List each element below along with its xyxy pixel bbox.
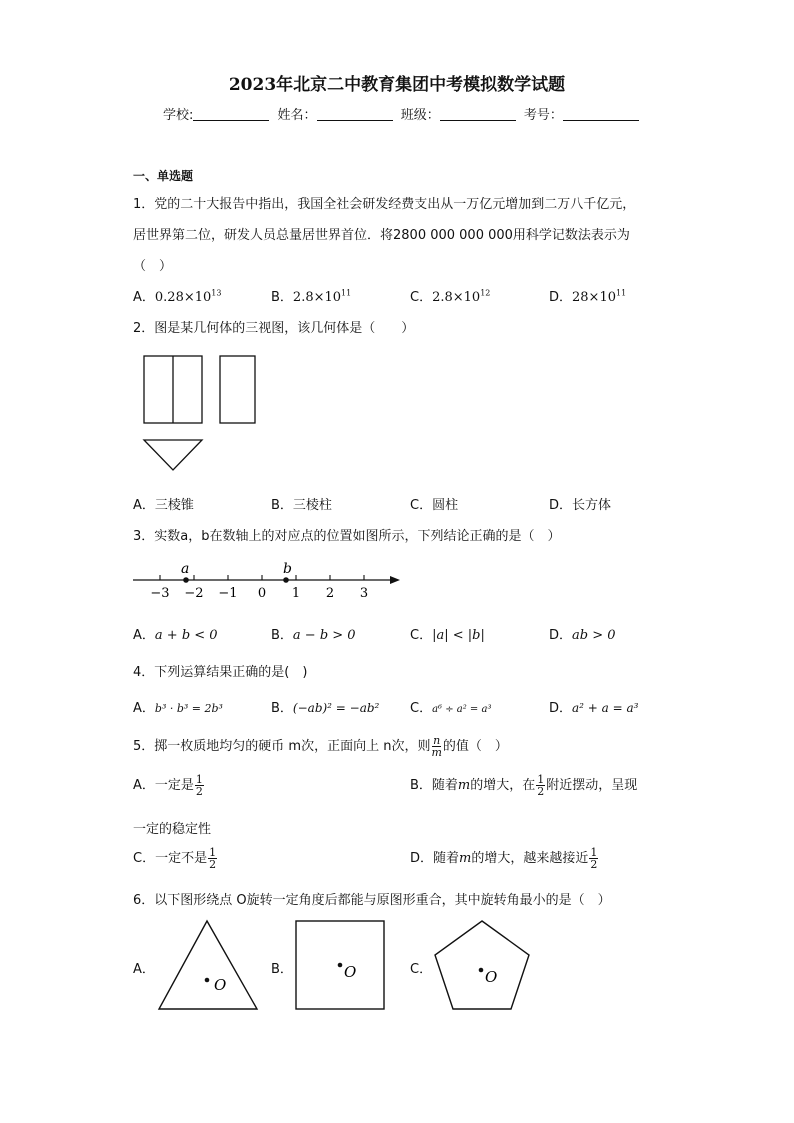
name-blank[interactable] xyxy=(317,107,393,121)
q3-stem: 3．实数a，b在数轴上的对应点的位置如图所示，下列结论正确的是（ ） xyxy=(133,529,561,544)
q1-option-b[interactable] xyxy=(271,286,351,305)
three-view-figure xyxy=(140,352,265,476)
q6-option-a-label[interactable]: A． xyxy=(133,962,155,977)
q1-c-base: 2.8×10 xyxy=(432,290,481,305)
arrow-right-icon xyxy=(390,576,400,584)
q3-b-label: B． xyxy=(271,628,293,643)
q6-option-b-label[interactable]: B． xyxy=(271,962,293,977)
triangle-center-dot xyxy=(205,978,210,983)
q6-pentagon-figure[interactable] xyxy=(430,918,534,1013)
class-label: 班级： xyxy=(400,108,440,123)
q4-stem: 4．下列运算结果正确的是( ) xyxy=(133,665,308,680)
section-heading: 一、单选题 xyxy=(133,169,194,183)
q5-option-a[interactable] xyxy=(133,774,205,797)
q4-d-expr: a² + a = a³ xyxy=(572,701,639,715)
number-line-tick-label: −3 xyxy=(150,586,170,601)
q4-a-label: A． xyxy=(133,701,155,716)
q1-b-label: B． xyxy=(271,290,293,305)
pentagon-center-dot xyxy=(479,968,484,973)
q4-b-expr: (−ab)² = −ab² xyxy=(292,701,380,715)
q1-d-label: D． xyxy=(549,290,573,305)
q3-a-label: A． xyxy=(133,628,155,643)
q1-b-exp: 11 xyxy=(341,288,352,298)
q3-b-expr: a − b > 0 xyxy=(292,628,356,643)
q3-option-c[interactable] xyxy=(410,624,485,643)
q1-c-label: C． xyxy=(410,290,433,305)
q1-option-c[interactable] xyxy=(410,286,490,305)
q4-a-expr: b³ · b³ = 2b³ xyxy=(154,702,223,715)
q5-a-half: $\frac{1}{2}$ xyxy=(195,773,203,798)
q5-d-post: 的增大，越来越接近 xyxy=(471,851,589,866)
q1-a-exp: 13 xyxy=(211,288,222,298)
q2-option-c[interactable]: C．圆柱 xyxy=(410,498,459,513)
number-line-tick-label: 1 xyxy=(291,586,301,601)
q3-option-b[interactable] xyxy=(271,624,356,643)
q6-square-figure[interactable] xyxy=(293,918,387,1013)
q2-option-d[interactable]: D．长方体 xyxy=(549,498,612,513)
q5-c-text: C．一定不是 xyxy=(133,851,208,866)
q5-option-c[interactable] xyxy=(133,847,218,870)
student-info-line xyxy=(163,104,643,123)
q1-a-base: 0.28×10 xyxy=(154,290,212,305)
point-b-label: b xyxy=(283,561,292,577)
q5-option-b[interactable] xyxy=(410,774,637,797)
q5-option-b-continued: 一定的稳定性 xyxy=(133,822,212,837)
q1-line2: 居世界第二位，研发人员总量居世界首位．将2800 000 000 000用科学记数法表示为 xyxy=(133,228,630,243)
q1-option-d[interactable] xyxy=(549,286,626,305)
q4-b-label: B． xyxy=(271,701,293,716)
square-center-label: O xyxy=(344,963,357,981)
q6-option-c-label[interactable]: C． xyxy=(410,962,433,977)
q5-c-half: $\frac{1}{2}$ xyxy=(209,846,217,871)
q5-stem-post: 的值（ ） xyxy=(442,739,508,754)
number-blank[interactable] xyxy=(563,107,639,121)
number-line-tick-label: −1 xyxy=(218,586,238,601)
q5-stem xyxy=(133,735,508,758)
q1-c-exp: 12 xyxy=(480,288,491,298)
q5-d-var: m xyxy=(459,851,472,866)
q3-c-label: C． xyxy=(410,628,433,643)
q1-b-base: 2.8×10 xyxy=(292,290,342,305)
school-blank[interactable] xyxy=(193,107,269,121)
q1-d-base: 28×10 xyxy=(572,290,616,305)
q1-line3: （ ） xyxy=(133,259,173,274)
q3-c-expr: |a| < |b| xyxy=(432,628,485,643)
top-view xyxy=(144,440,202,470)
q6-stem: 6．以下图形绕点 O旋转一定角度后都能与原图形重合，其中旋转角最小的是（ ） xyxy=(133,893,611,908)
q2-stem: 2．图是某几何体的三视图，该几何体是（ ） xyxy=(133,321,415,336)
number-label: 考号： xyxy=(523,108,563,123)
number-line-tick-label: 3 xyxy=(359,586,369,601)
q5-b-pre: B．随着 xyxy=(410,778,458,793)
school-label: 学校: xyxy=(163,108,194,123)
pentagon-center-label: O xyxy=(485,968,498,986)
q4-c-label: C． xyxy=(410,701,433,716)
q2-option-a[interactable]: A．三棱锥 xyxy=(133,498,194,513)
triangle-shape xyxy=(159,921,257,1009)
pentagon-shape xyxy=(435,921,529,1009)
triangle-center-label: O xyxy=(214,976,227,994)
q1-d-exp: 11 xyxy=(616,288,627,298)
q5-option-d[interactable] xyxy=(410,847,599,870)
number-line-tick-label: 0 xyxy=(257,586,267,601)
q5-d-half: $\frac{1}{2}$ xyxy=(590,846,598,871)
q1-a-label: A． xyxy=(133,290,155,305)
q5-b-var: m xyxy=(457,778,471,793)
number-line-tick-label: 2 xyxy=(325,586,335,601)
point-a-label: a xyxy=(181,561,190,577)
q4-c-expr: a⁶ ÷ a² = a³ xyxy=(432,704,492,715)
point-a-dot xyxy=(183,577,189,583)
q4-option-c[interactable] xyxy=(410,697,491,716)
q1-option-a[interactable] xyxy=(133,286,221,305)
q5-stem-pre: 5．掷一枚质地均匀的硬币 m次，正面向上 n次，则 xyxy=(133,739,431,754)
q3-option-d[interactable] xyxy=(549,624,616,643)
q3-d-expr: ab > 0 xyxy=(572,628,616,643)
q5-b-half: $\frac{1}{2}$ xyxy=(537,773,545,798)
q3-a-expr: a + b < 0 xyxy=(154,628,218,643)
q5-b-mid: 的增大，在 xyxy=(470,778,536,793)
q4-option-d[interactable] xyxy=(549,697,638,716)
side-view xyxy=(220,356,255,423)
q3-d-label: D． xyxy=(549,628,573,643)
name-label: 姓名： xyxy=(277,108,317,123)
page-title: 2023年北京二中教育集团中考模拟数学试题 xyxy=(228,75,566,95)
q5-a-text: A．一定是 xyxy=(133,778,194,793)
q4-d-label: D． xyxy=(549,701,573,716)
q2-option-b[interactable]: B．三棱柱 xyxy=(271,498,332,513)
q5-b-post: 附近摆动，呈现 xyxy=(546,778,638,793)
point-b-dot xyxy=(283,577,289,583)
square-center-dot xyxy=(338,963,343,968)
number-line-tick-label: −2 xyxy=(184,586,204,601)
q4-option-b[interactable] xyxy=(271,697,379,716)
q1-line1: 1．党的二十大报告中指出，我国全社会研发经费支出从一万亿元增加到二万八千亿元， xyxy=(133,197,636,212)
q3-option-a[interactable] xyxy=(133,624,218,643)
q5-d-pre: D．随着 xyxy=(410,851,460,866)
tick-group xyxy=(150,575,368,601)
number-line xyxy=(128,556,408,606)
q4-option-a[interactable] xyxy=(133,697,223,716)
q6-triangle-figure[interactable] xyxy=(155,918,263,1013)
class-blank[interactable] xyxy=(440,107,516,121)
q5-fraction-n-over-m: $\frac{n}{m}$ xyxy=(431,734,442,759)
